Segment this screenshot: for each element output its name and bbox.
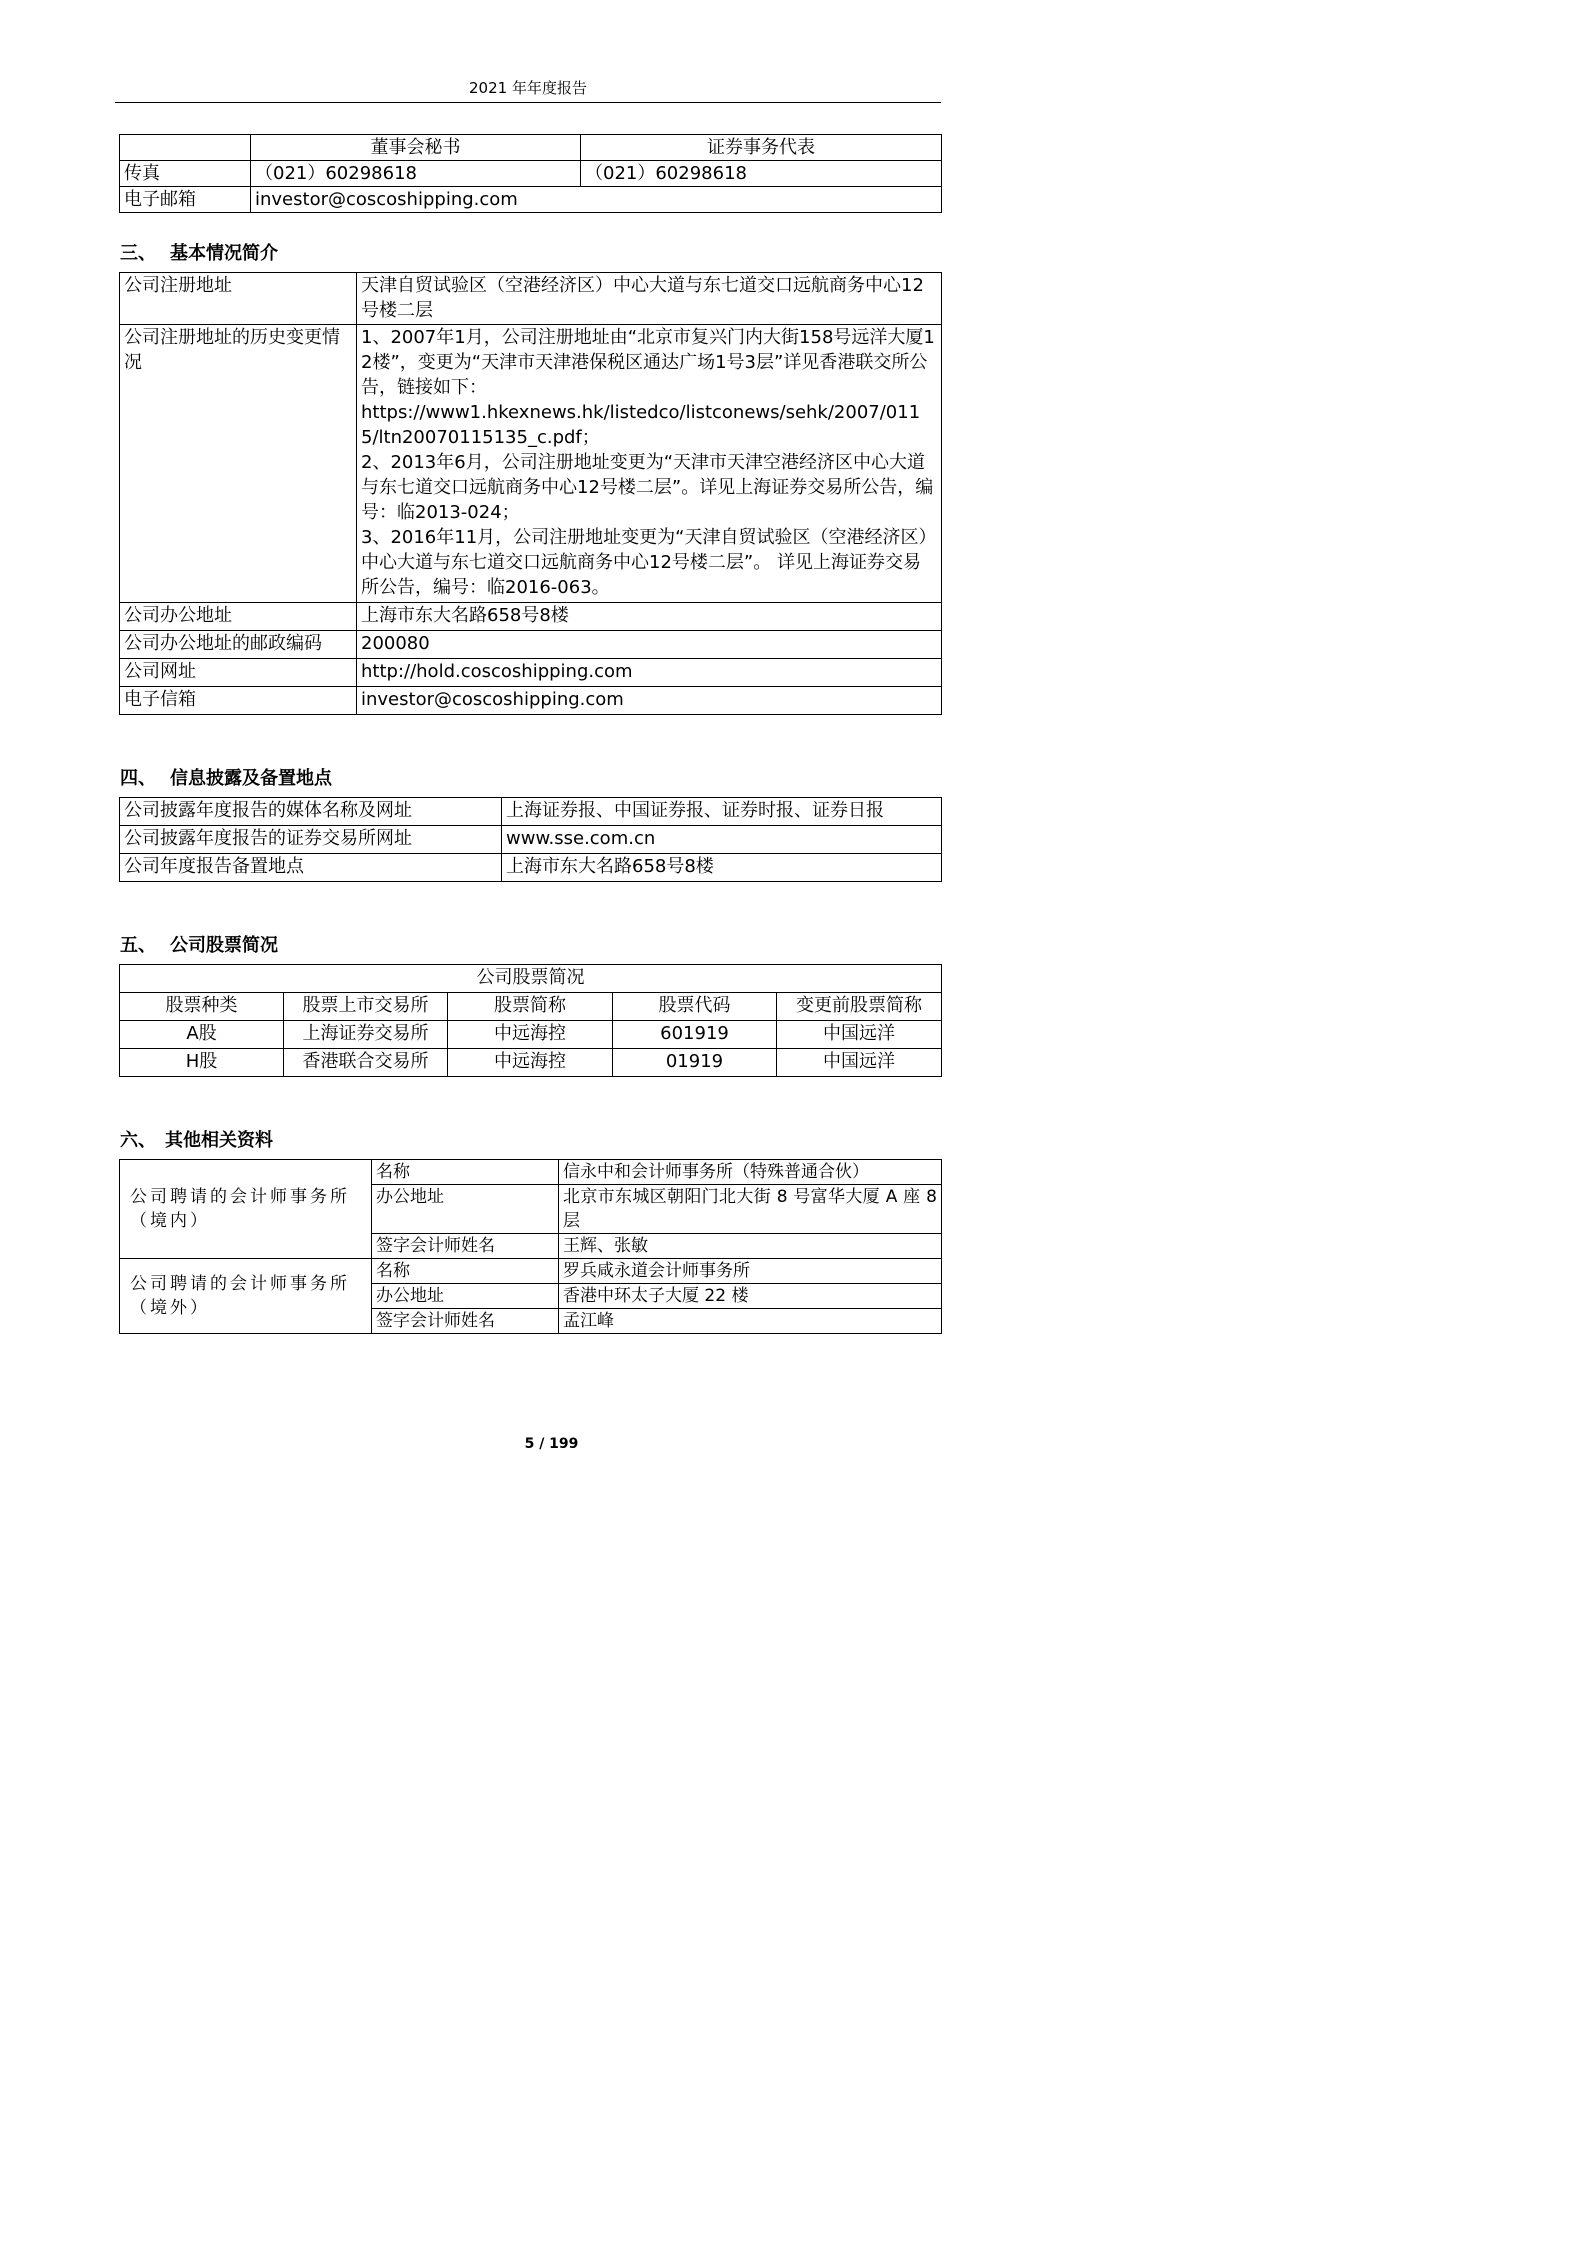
header-divider — [115, 102, 941, 103]
auditor-table — [119, 1159, 942, 1334]
stock-cell: 中国远洋 — [777, 1049, 942, 1077]
history-item-3: 3、2016年11月，公司注册地址变更为“天津自贸试验区（空港经济区）中心大道与东七道交口远航商务中心12号楼二层”。 详见上海证券交易所公告，编号：临2016-063。 — [361, 527, 937, 598]
stock-header-code: 股票代码 — [613, 993, 777, 1021]
history-value — [357, 325, 942, 603]
history-item-1-link[interactable]: https://www1.hkexnews.hk/listedco/listconews/sehk/2007/0115/ltn20070115135_c.pdf； — [361, 402, 921, 448]
stock-header-short-name: 股票简称 — [448, 993, 613, 1021]
history-item-1: 1、2007年1月，公司注册地址由“北京市复兴门内大街158号远洋大厦12楼”，变更为“天津市天津港保税区通达广场1号3层”详见香港联交所公告，链接如下： — [361, 327, 935, 398]
stock-cell: 上海证券交易所 — [284, 1021, 448, 1049]
company-email-label: 电子信箱 — [120, 687, 357, 715]
overseas-addr-label: 办公地址 — [372, 1284, 559, 1309]
section-3-number: 三、 — [120, 243, 156, 264]
stock-cell: 中远海控 — [448, 1049, 613, 1077]
office-addr-label: 公司办公地址 — [120, 603, 357, 631]
stock-cell: 601919 — [613, 1021, 777, 1049]
overseas-name-value: 罗兵咸永道会计师事务所 — [559, 1259, 942, 1284]
section-4-heading — [120, 767, 332, 791]
stock-row-h — [120, 1049, 942, 1077]
postcode-value: 200080 — [357, 631, 942, 659]
document-page — [0, 0, 1103, 1559]
history-item-2: 2、2013年6月，公司注册地址变更为“天津市天津空港经济区中心大道与东七道交口远航商务中心12号楼二层”。详见上海证券交易所公告，编号：临2013-024； — [361, 452, 934, 523]
stock-table — [119, 964, 942, 1077]
overseas-addr-value: 香港中环太子大厦 22 楼 — [559, 1284, 942, 1309]
stock-cell: 香港联合交易所 — [284, 1049, 448, 1077]
media-label: 公司披露年度报告的媒体名称及网址 — [120, 798, 502, 826]
email-label: 电子邮箱 — [120, 187, 251, 213]
col-secretary-header: 董事会秘书 — [251, 135, 581, 161]
section-4-title: 信息披露及备置地点 — [170, 768, 332, 789]
reg-addr-label: 公司注册地址 — [120, 273, 357, 325]
overseas-name-label: 名称 — [372, 1259, 559, 1284]
website-label: 公司网址 — [120, 659, 357, 687]
domestic-addr-label: 办公地址 — [372, 1185, 559, 1234]
fax-label: 传真 — [120, 161, 251, 187]
col-rep-header: 证券事务代表 — [581, 135, 942, 161]
report-place-label: 公司年度报告备置地点 — [120, 854, 502, 882]
basic-info-table — [119, 272, 942, 715]
stock-header-former-name: 变更前股票简称 — [777, 993, 942, 1021]
media-value: 上海证券报、中国证券报、证券时报、证券日报 — [502, 798, 942, 826]
section-6-title: 其他相关资料 — [165, 1130, 273, 1151]
section-6-number: 六、 — [120, 1130, 156, 1151]
domestic-name-value: 信永中和会计师事务所（特殊普通合伙） — [559, 1160, 942, 1185]
domestic-name-label: 名称 — [372, 1160, 559, 1185]
reg-addr-value: 天津自贸试验区（空港经济区）中心大道与东七道交口远航商务中心12号楼二层 — [357, 273, 942, 325]
section-5-heading — [120, 934, 278, 958]
stock-row-a — [120, 1021, 942, 1049]
overseas-signer-value: 孟江峰 — [559, 1309, 942, 1334]
domestic-signer-value: 王辉、张敏 — [559, 1234, 942, 1259]
postcode-label: 公司办公地址的邮政编码 — [120, 631, 357, 659]
disclosure-table — [119, 797, 942, 882]
overseas-auditor-label: 公司聘请的会计师事务所（境外） — [120, 1259, 372, 1334]
company-email-value[interactable]: investor@coscoshipping.com — [357, 687, 942, 715]
fax-secretary-value: （021）60298618 — [251, 161, 581, 187]
exchange-site-label: 公司披露年度报告的证券交易所网址 — [120, 826, 502, 854]
report-place-value: 上海市东大名路658号8楼 — [502, 854, 942, 882]
page-number: 5 / 199 — [524, 1436, 579, 1452]
stock-cell: A股 — [120, 1021, 284, 1049]
contact-blank-cell — [120, 135, 251, 161]
section-3-heading — [120, 242, 278, 266]
history-label: 公司注册地址的历史变更情况 — [120, 325, 357, 603]
stock-cell: 中远海控 — [448, 1021, 613, 1049]
stock-header-type: 股票种类 — [120, 993, 284, 1021]
stock-header-exchange: 股票上市交易所 — [284, 993, 448, 1021]
section-5-number: 五、 — [120, 935, 156, 956]
stock-cell: 中国远洋 — [777, 1021, 942, 1049]
stock-cell: H股 — [120, 1049, 284, 1077]
stock-table-title: 公司股票简况 — [120, 965, 942, 993]
office-addr-value: 上海市东大名路658号8楼 — [357, 603, 942, 631]
contact-table — [119, 134, 942, 213]
domestic-signer-label: 签字会计师姓名 — [372, 1234, 559, 1259]
exchange-site-link[interactable]: www.sse.com.cn — [502, 826, 942, 854]
domestic-addr-value: 北京市东城区朝阳门北大街 8 号富华大厦 A 座 8 层 — [559, 1185, 942, 1234]
website-link[interactable]: http://hold.coscoshipping.com — [357, 659, 942, 687]
section-5-title: 公司股票简况 — [170, 935, 278, 956]
stock-cell: 01919 — [613, 1049, 777, 1077]
domestic-auditor-label: 公司聘请的会计师事务所（境内） — [120, 1160, 372, 1259]
section-3-title: 基本情况简介 — [170, 243, 278, 264]
section-4-number: 四、 — [120, 768, 156, 789]
overseas-signer-label: 签字会计师姓名 — [372, 1309, 559, 1334]
page-header: 2021 年年度报告 — [469, 79, 587, 97]
email-value: investor@coscoshipping.com — [251, 187, 942, 213]
section-6-heading — [120, 1129, 273, 1153]
fax-rep-value: （021）60298618 — [581, 161, 942, 187]
